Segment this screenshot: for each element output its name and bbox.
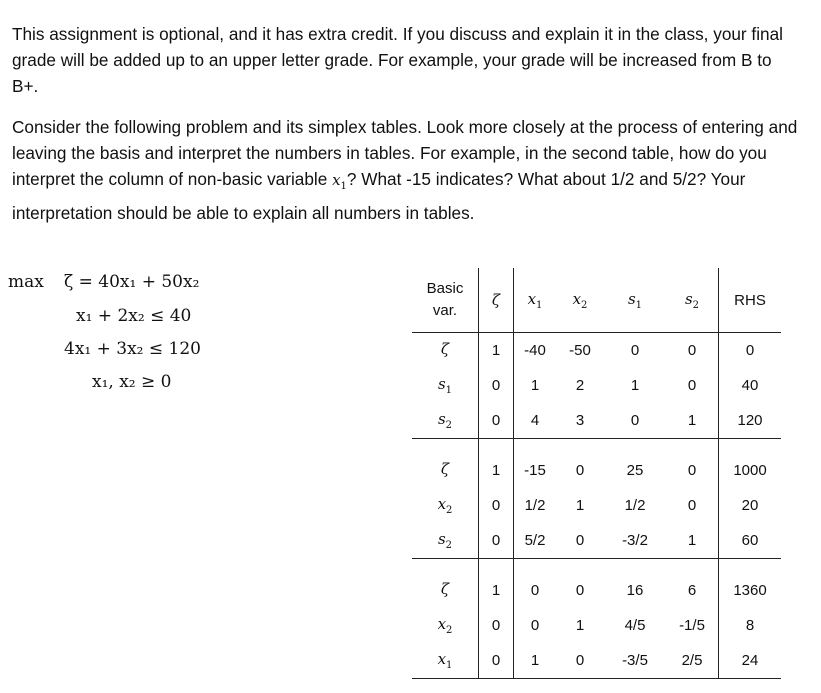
table-row — [412, 643, 781, 679]
cell-rhs: 8 — [745, 617, 755, 634]
cell-rhs: 120 — [737, 412, 763, 429]
basic-variable-cell: $s_1$ — [437, 375, 453, 396]
table-row — [412, 523, 781, 559]
table-row — [412, 488, 781, 523]
lp-nonnegativity: x₁, x₂ ≥ 0 — [92, 372, 172, 392]
simplex-table — [412, 268, 781, 679]
table-row — [412, 573, 781, 608]
cell-x1: 0 — [530, 617, 540, 634]
table-row — [412, 453, 781, 488]
paragraph2-text-a: Consider the following problem and its simplex tables. Look more closely at the process of entering and leaving the basis and interpret the numbers in tables. For example, in the second table, how do you interpret the column of non-basic variable — [12, 117, 798, 189]
table-block-separator — [412, 559, 781, 574]
cell-x1: -40 — [524, 342, 546, 359]
basic-variable-cell: $s_2$ — [437, 410, 453, 431]
cell-rhs: 0 — [745, 342, 755, 359]
table-block-separator — [412, 439, 781, 454]
cell-s2: -1/5 — [666, 608, 719, 643]
cell-s1: -3/5 — [604, 643, 666, 679]
cell-zeta: 1 — [479, 573, 514, 608]
lp-objective: ζ = 40x₁ + 50x₂ — [64, 272, 200, 292]
basic-variable-cell: ζ — [440, 580, 450, 598]
cell-s1: 25 — [626, 462, 644, 479]
cell-s2: 6 — [666, 573, 719, 608]
cell-x1: -15 — [524, 462, 546, 479]
cell-x2: 1 — [575, 617, 585, 634]
table-row — [412, 368, 781, 403]
cell-s2: 0 — [666, 333, 719, 369]
cell-x2: 2 — [575, 377, 585, 394]
cell-s1: 0 — [630, 412, 640, 429]
table-row — [412, 403, 781, 439]
basic-variable-cell: ζ — [440, 340, 450, 358]
table-row — [412, 608, 781, 643]
header-x2: $x_2$ — [556, 268, 604, 333]
cell-zeta: 0 — [479, 608, 514, 643]
header-zeta: ζ — [479, 268, 514, 333]
header-s1: $s_1$ — [604, 268, 666, 333]
cell-zeta: 0 — [479, 488, 514, 523]
table-row — [412, 333, 781, 369]
cell-x1: 5/2 — [524, 532, 546, 549]
cell-s1: -3/2 — [622, 532, 648, 549]
header-rhs: RHS — [719, 268, 782, 333]
cell-rhs: 1000 — [733, 462, 767, 479]
lp-constraint-1: x₁ + 2x₂ ≤ 40 — [76, 306, 192, 326]
cell-x1: 1 — [514, 643, 557, 679]
basic-variable-cell: $x_1$ — [412, 643, 479, 679]
cell-s1: 0 — [630, 342, 640, 359]
cell-x1: 4 — [530, 412, 540, 429]
cell-s1: 16 — [626, 582, 644, 599]
cell-s2: 0 — [666, 488, 719, 523]
paragraph2-x1-variable: $x_1$ — [332, 171, 347, 192]
cell-zeta: 0 — [479, 368, 514, 403]
cell-s2: 1 — [666, 523, 719, 559]
cell-x1: 1/2 — [524, 497, 546, 514]
paragraph2-text-b: ? What -15 indicates? What about 1/2 and 5/2? Your interpretation should be able to explain all numbers in tables. — [12, 169, 746, 223]
cell-zeta: 1 — [479, 333, 514, 369]
cell-s1: 4/5 — [624, 617, 646, 634]
cell-zeta: 0 — [479, 523, 514, 559]
intro-paragraph-2 — [12, 114, 802, 226]
cell-zeta: 0 — [479, 403, 514, 439]
basic-variable-cell: $x_2$ — [437, 615, 453, 636]
lp-max-keyword: max — [8, 272, 44, 292]
cell-x1: 1 — [530, 377, 540, 394]
basic-variable-cell: $x_2$ — [437, 495, 453, 516]
cell-x2: 0 — [575, 462, 585, 479]
basic-variable-cell: $s_2$ — [437, 530, 453, 551]
cell-s2: 0 — [666, 453, 719, 488]
cell-x2: 1 — [575, 497, 585, 514]
cell-x2: 0 — [575, 582, 585, 599]
cell-rhs: 20 — [741, 497, 759, 514]
cell-s2: 0 — [666, 368, 719, 403]
cell-x1: 0 — [530, 582, 540, 599]
cell-s1: 1/2 — [624, 497, 646, 514]
intro-paragraph-1: This assignment is optional, and it has extra credit. If you discuss and explain it in the class, your final grade will be added up to an upper letter grade. For example, your grade will be increased from B to B+. — [12, 24, 783, 96]
cell-zeta: 0 — [479, 643, 514, 679]
cell-rhs: 40 — [741, 377, 759, 394]
table-header-row — [412, 268, 781, 333]
header-basic-var: Basic var. — [412, 268, 479, 333]
cell-rhs: 1360 — [733, 582, 767, 599]
header-x1: $x_1$ — [514, 268, 557, 333]
cell-x2: 0 — [575, 532, 585, 549]
basic-variable-cell: ζ — [440, 460, 450, 478]
cell-rhs: 60 — [741, 532, 759, 549]
cell-x2: 0 — [556, 643, 604, 679]
cell-x2: -50 — [569, 342, 591, 359]
cell-zeta: 1 — [479, 453, 514, 488]
cell-s1: 1 — [630, 377, 640, 394]
cell-rhs: 24 — [719, 643, 782, 679]
cell-s2: 1 — [666, 403, 719, 439]
lp-constraint-2: 4x₁ + 3x₂ ≤ 120 — [64, 339, 201, 359]
cell-x2: 3 — [575, 412, 585, 429]
header-s2: $s_2$ — [666, 268, 719, 333]
cell-s2: 2/5 — [666, 643, 719, 679]
